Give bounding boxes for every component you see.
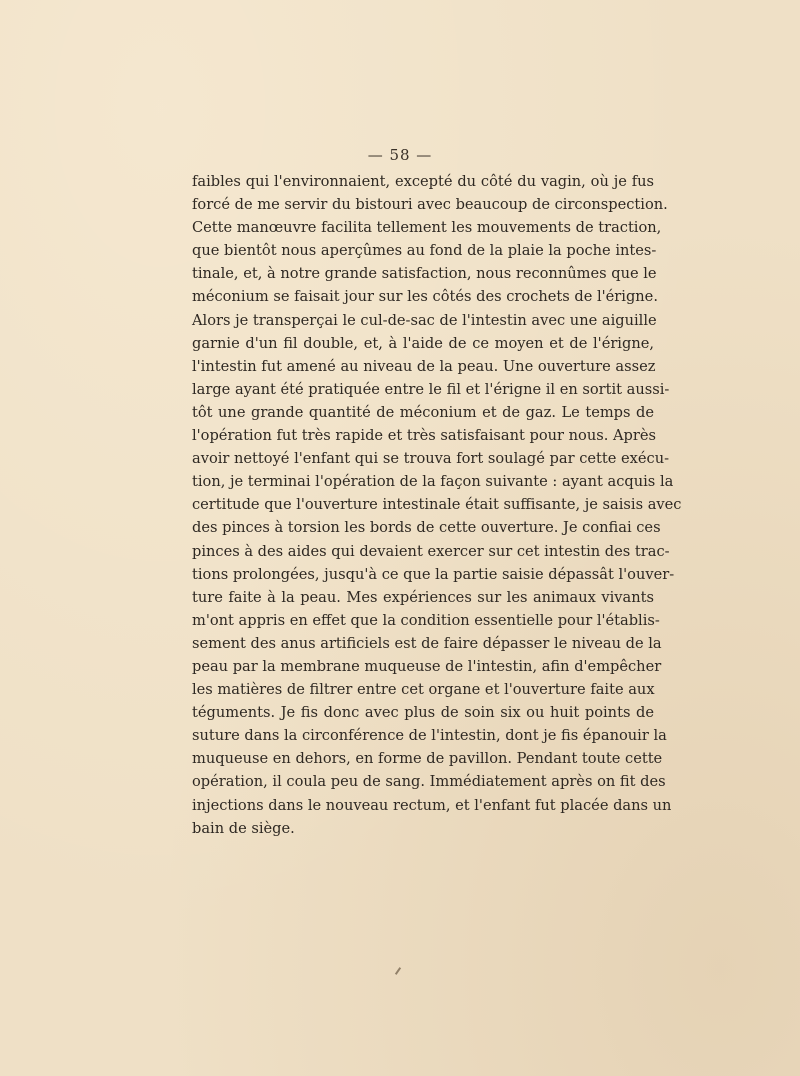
text-line-last: bain de siège. xyxy=(192,819,295,837)
paper-speck xyxy=(395,967,401,975)
text-line: les matières de filtrer entre cet organe et l'ouverture faite aux xyxy=(192,681,655,699)
text-line: avoir nettoyé l'enfant qui se trouva fort soulagé par cette exécu- xyxy=(192,450,670,468)
text-line: Cette manœuvre facilita tellement les mouvements de traction, xyxy=(192,219,662,237)
text-line: que bientôt nous aperçûmes au fond de la plaie la poche intes- xyxy=(192,242,657,260)
text-line: sement des anus artificiels est de faire dépasser le niveau de la xyxy=(192,634,662,652)
text-line: large ayant été pratiquée entre le fil et l'érigne il en sortit aussi- xyxy=(192,380,670,398)
text-line: tions prolongées, jusqu'à ce que la partie saisie dépassât l'ouver- xyxy=(192,565,675,583)
body-text xyxy=(192,170,682,840)
text-line: garnie d'un fil double, et, à l'aide de ce moyen et de l'érigne, xyxy=(192,334,654,352)
text-line: injections dans le nouveau rectum, et l'enfant fut placée dans un xyxy=(192,796,672,814)
text-line: téguments. Je fis donc avec plus de soin six ou huit points de xyxy=(192,704,654,722)
page-number: — 58 — xyxy=(367,146,433,164)
text-line: forcé de me servir du bistouri avec beaucoup de circonspection. xyxy=(192,196,668,214)
text-line: tôt une grande quantité de méconium et de gaz. Le temps de xyxy=(192,403,654,421)
text-line: pinces à des aides qui devaient exercer sur cet intestin des trac- xyxy=(192,542,670,560)
text-line: Alors je transperçai le cul-de-sac de l'intestin avec une aiguille xyxy=(192,311,657,329)
text-line: des pinces à torsion les bords de cette ouverture. Je confiai ces xyxy=(192,519,661,537)
text-line: l'opération fut très rapide et très satisfaisant pour nous. Après xyxy=(192,427,656,445)
text-line: méconium se faisait jour sur les côtés des crochets de l'érigne. xyxy=(192,288,658,306)
text-line: tinale, et, à notre grande satisfaction, nous reconnûmes que le xyxy=(192,265,657,283)
text-line: m'ont appris en effet que la condition essentielle pour l'établis- xyxy=(192,611,660,629)
text-line: opération, il coula peu de sang. Immédiatement après on fit des xyxy=(192,773,666,791)
text-line: peau par la membrane muqueuse de l'intestin, afin d'empêcher xyxy=(192,657,662,675)
text-line: certitude que l'ouverture intestinale était suffisante, je saisis avec xyxy=(192,496,682,514)
text-line: muqueuse en dehors, en forme de pavillon. Pendant toute cette xyxy=(192,750,663,768)
text-line: l'intestin fut amené au niveau de la peau. Une ouverture assez xyxy=(192,357,656,375)
text-line: ture faite à la peau. Mes expériences sur les animaux vivants xyxy=(192,588,654,606)
text-line: faibles qui l'environnaient, excepté du côté du vagin, où je fus xyxy=(192,173,654,190)
text-line: tion, je terminai l'opération de la façon suivante : ayant acquis la xyxy=(192,473,674,491)
text-line: suture dans la circonférence de l'intestin, dont je fis épanouir la xyxy=(192,727,667,745)
